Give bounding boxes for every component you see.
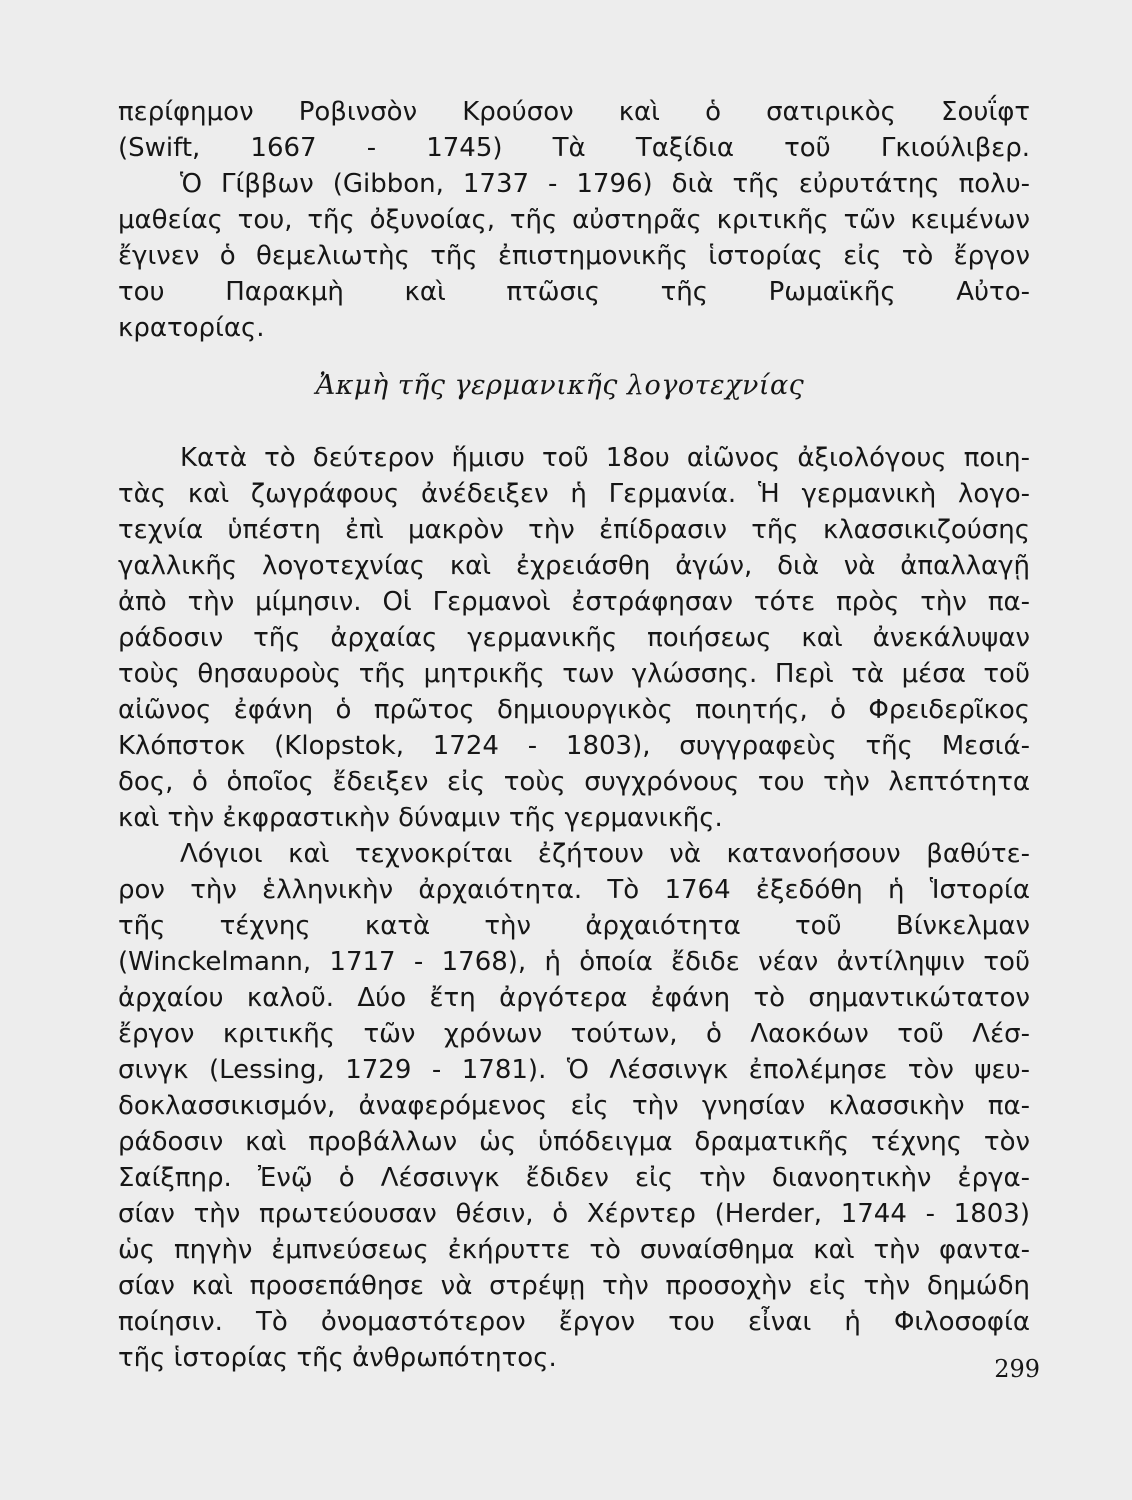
text-line: ἀρχαίου καλοῦ. Δύο ἔτη ἀργότερα ἐφάνη τὸ σημαντικώτατον bbox=[118, 983, 1030, 1013]
text-line: ὡς πηγὴν ἐμπνεύσεως ἐκήρυττε τὸ συναίσθημα καὶ τὴν φαντα- bbox=[118, 1235, 1030, 1265]
text-line: ἔργον κριτικῆς τῶν χρόνων τούτων, ὁ Λαοκόων τοῦ Λέσ- bbox=[118, 1019, 1030, 1049]
text-line: ἔγινεν ὁ θεμελιωτὴς τῆς ἐπιστημονικῆς ἱστορίας εἰς τὸ ἔργον bbox=[118, 241, 1030, 271]
text-line: ποίησιν. Τὸ ὀνομαστότερον ἔργον του εἶναι ἡ Φιλοσοφία bbox=[118, 1307, 1030, 1337]
text-line: περίφημον Ροβινσὸν Κρούσον καὶ ὁ σατιρικὸς Σουΐφτ bbox=[118, 97, 1030, 127]
text-line: τεχνία ὑπέστη ἐπὶ μακρὸν τὴν ἐπίδρασιν τῆς κλασσικιζούσης bbox=[118, 515, 1030, 545]
text-line: ρον τὴν ἑλληνικὴν ἀρχαιότητα. Τὸ 1764 ἐξεδόθη ἡ Ἱστορία bbox=[118, 875, 1030, 905]
text-line: σίαν τὴν πρωτεύουσαν θέσιν, ὁ Χέρντερ (Herder, 1744 - 1803) bbox=[118, 1199, 1030, 1229]
page-number: 299 bbox=[994, 1355, 1040, 1383]
text-line: δοκλασσικισμόν, ἀναφερόμενος εἰς τὴν γνησίαν κλασσικὴν πα- bbox=[118, 1091, 1030, 1121]
text-line: ράδοσιν καὶ προβάλλων ὡς ὑπόδειγμα δραματικῆς τέχνης τὸν bbox=[118, 1127, 1030, 1157]
text-line: γαλλικῆς λογοτεχνίας καὶ ἐχρειάσθη ἀγών, διὰ νὰ ἀπαλλαγῇ bbox=[118, 551, 1030, 581]
text-line: τοὺς θησαυροὺς τῆς μητρικῆς των γλώσσης. Περὶ τὰ μέσα τοῦ bbox=[118, 659, 1030, 689]
text-line: Λόγιοι καὶ τεχνοκρίται ἐζήτουν νὰ κατανοήσουν βαθύτε- bbox=[180, 839, 1030, 869]
text-line: ἀπὸ τὴν μίμησιν. Οἱ Γερμανοὶ ἐστράφησαν τότε πρὸς τὴν πα- bbox=[118, 587, 1030, 617]
text-line: κρατορίας. bbox=[118, 313, 265, 343]
text-line: του Παρακμὴ καὶ πτῶσις τῆς Ρωμαϊκῆς Αὐτο- bbox=[118, 277, 1030, 307]
text-line: τὰς καὶ ζωγράφους ἀνέδειξεν ἡ Γερμανία. Ἡ γερμανικὴ λογο- bbox=[118, 479, 1030, 509]
text-line: καὶ τὴν ἐκφραστικὴν δύναμιν τῆς γερμανικῆς. bbox=[118, 803, 723, 833]
text-line: Κατὰ τὸ δεύτερον ἥμισυ τοῦ 18ου αἰῶνος ἀξιολόγους ποιη- bbox=[180, 443, 1030, 473]
text-line: ράδοσιν τῆς ἀρχαίας γερμανικῆς ποιήσεως καὶ ἀνεκάλυψαν bbox=[118, 623, 1030, 653]
text-line: αἰῶνος ἐφάνη ὁ πρῶτος δημιουργικὸς ποιητής, ὁ Φρειδερῖκος bbox=[118, 695, 1030, 725]
text-line: (Winckelmann, 1717 - 1768), ἡ ὁποία ἔδιδε νέαν ἀντίληψιν τοῦ bbox=[118, 947, 1030, 977]
text-line: Κλόπστοκ (Klopstok, 1724 - 1803), συγγραφεὺς τῆς Μεσιά- bbox=[118, 731, 1030, 761]
text-line: Ὁ Γίββων (Gibbon, 1737 - 1796) διὰ τῆς εὐρυτάτης πολυ- bbox=[180, 169, 1030, 199]
text-line: σινγκ (Lessing, 1729 - 1781). Ὁ Λέσσινγκ ἐπολέμησε τὸν ψευ- bbox=[118, 1055, 1030, 1085]
text-line: σίαν καὶ προσεπάθησε νὰ στρέψῃ τὴν προσοχὴν εἰς τὴν δημώδη bbox=[118, 1271, 1030, 1301]
text-line: μαθείας του, τῆς ὀξυνοίας, τῆς αὐστηρᾶς κριτικῆς τῶν κειμένων bbox=[118, 205, 1030, 235]
section-heading: Ἀκμὴ τῆς γερμανικῆς λογοτεχνίας bbox=[315, 370, 805, 401]
text-line: τῆς ἱστορίας τῆς ἀνθρωπότητος. bbox=[118, 1343, 557, 1373]
text-line: τῆς τέχνης κατὰ τὴν ἀρχαιότητα τοῦ Βίνκελμαν bbox=[118, 911, 1030, 941]
text-line: Σαίξπηρ. Ἐνῷ ὁ Λέσσινγκ ἔδιδεν εἰς τὴν διανοητικὴν ἐργα- bbox=[118, 1163, 1030, 1193]
text-line: δος, ὁ ὁποῖος ἔδειξεν εἰς τοὺς συγχρόνους του τὴν λεπτότητα bbox=[118, 767, 1030, 797]
text-line: (Swift, 1667 - 1745) Τὰ Ταξίδια τοῦ Γκιούλιβερ. bbox=[118, 133, 1030, 163]
